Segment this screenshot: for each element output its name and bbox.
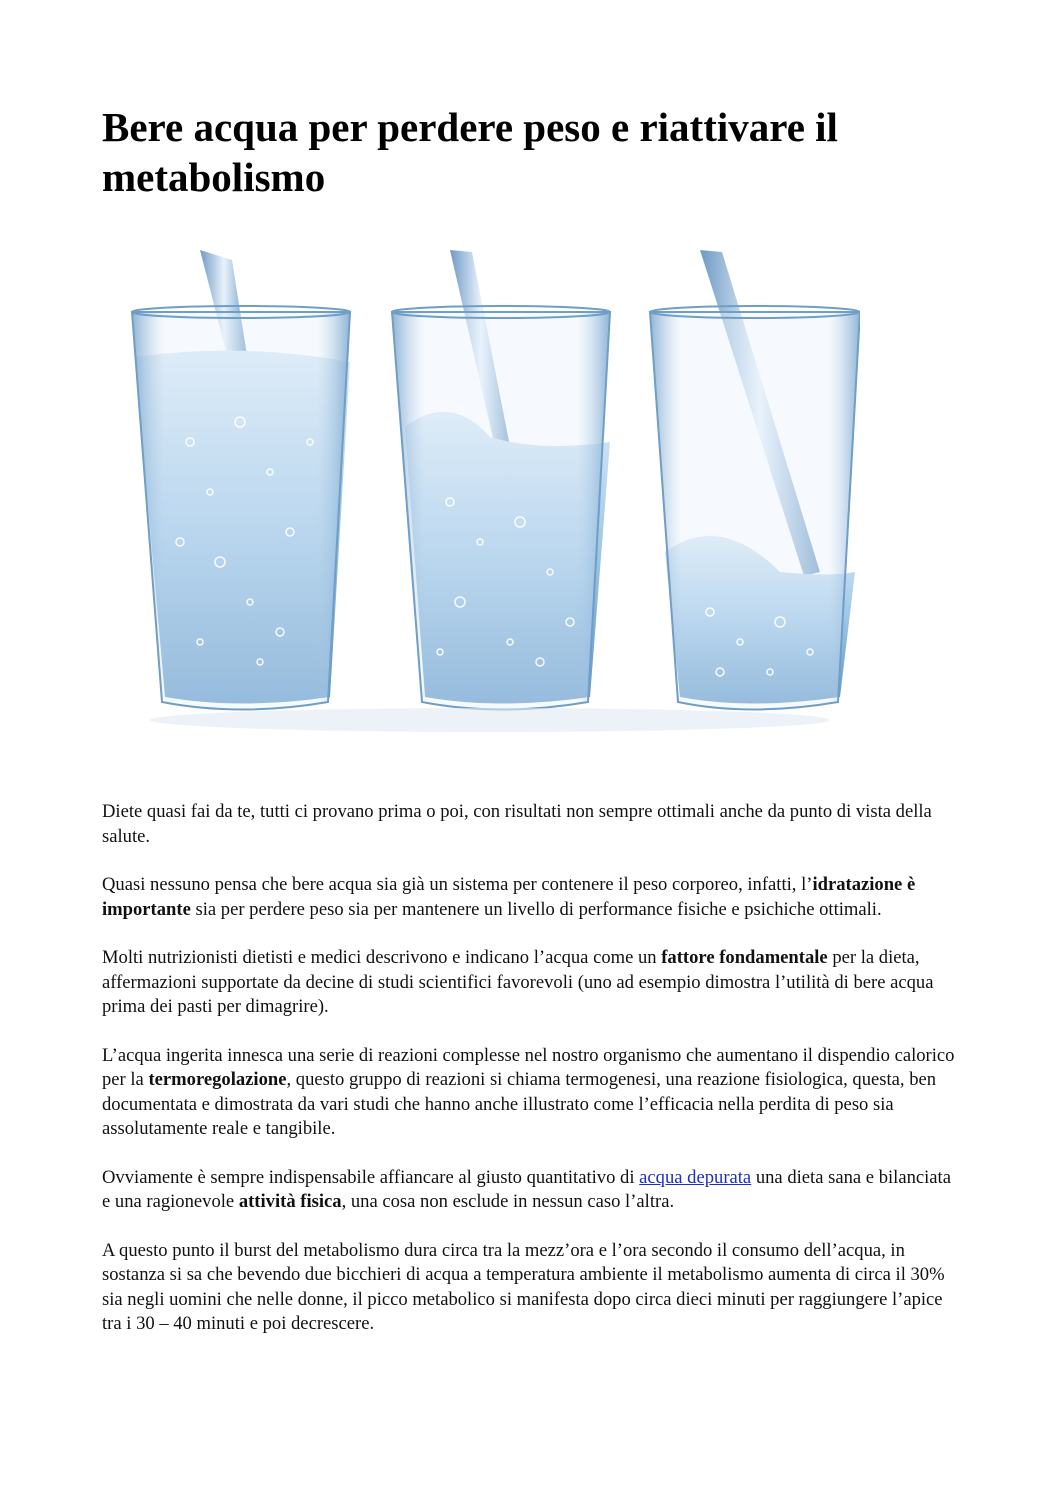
bold-phrase: termoregolazione bbox=[148, 1069, 287, 1090]
glass-2 bbox=[392, 250, 610, 710]
paragraph-4: L’acqua ingerita innesca una serie di reazioni complesse nel nostro organismo che aumentano il dispendio calorico per la termoregolazione, questo gruppo di reazioni si chiama termogenesi, una reazione fisiologica, questa, ben documentata e dimostrata da vari studi che hanno anche illustrato come l’efficacia nella perdita di peso sia assolutamente reale e tangibile. bbox=[102, 1044, 955, 1139]
glass-outline-1 bbox=[132, 312, 350, 710]
bold-phrase: idratazione è importante bbox=[102, 874, 916, 920]
glass-3 bbox=[650, 250, 860, 710]
glass-outline-3 bbox=[650, 312, 860, 710]
table-reflection bbox=[150, 708, 830, 732]
paragraph-3: Molti nutrizionisti dietisti e medici descrivono e indicano l’acqua come un fattore fondamentale per la dieta, affermazioni supportate da decine di studi scientifici favorevoli (uno ad esempio dimostra l’utilità di bere acqua prima dei pasti per dimagrire). bbox=[102, 947, 934, 1017]
bold-phrase: attività fisica bbox=[238, 1191, 342, 1212]
acqua-depurata-link[interactable]: acqua depurata bbox=[639, 1166, 752, 1188]
water-glasses-illustration bbox=[120, 242, 860, 742]
article-body bbox=[102, 800, 962, 1361]
glass-outline-2 bbox=[392, 312, 610, 710]
glass-1 bbox=[132, 250, 350, 710]
paragraph-2: Quasi nessuno pensa che bere acqua sia già un sistema per contenere il peso corporeo, infatti, l’idratazione è importante sia per perdere peso sia per mantenere un livello di performance fisiche e psichiche ottimali. bbox=[102, 874, 916, 920]
paragraph-6: A questo punto il burst del metabolismo dura circa tra la mezz’ora e l’ora secondo il consumo dell’acqua, in sostanza si sa che bevendo due bicchieri di acqua a temperatura ambiente il metabolismo aumenta di circa il 30% sia negli uomini che nelle donne, il picco metabolico si manifesta dopo circa dieci minuti per raggiungere l’apice tra i 30 – 40 minuti e poi decrescere. bbox=[102, 1239, 945, 1334]
bold-phrase: fattore fondamentale bbox=[661, 947, 828, 968]
water-glasses-photo bbox=[120, 242, 860, 742]
page-title: Bere acqua per perdere peso e riattivare il metabolismo bbox=[102, 104, 838, 200]
paragraph-5: Ovviamente è sempre indispensabile affiancare al giusto quantitativo di acqua depurata una dieta sana e bilanciata e una ragionevole attività fisica, una cosa non esclude in nessun caso l’altra. bbox=[102, 1166, 951, 1212]
paragraph-1: Diete quasi fai da te, tutti ci provano prima o poi, con risultati non sempre ottimali anche da punto di vista della salute. bbox=[102, 801, 932, 847]
